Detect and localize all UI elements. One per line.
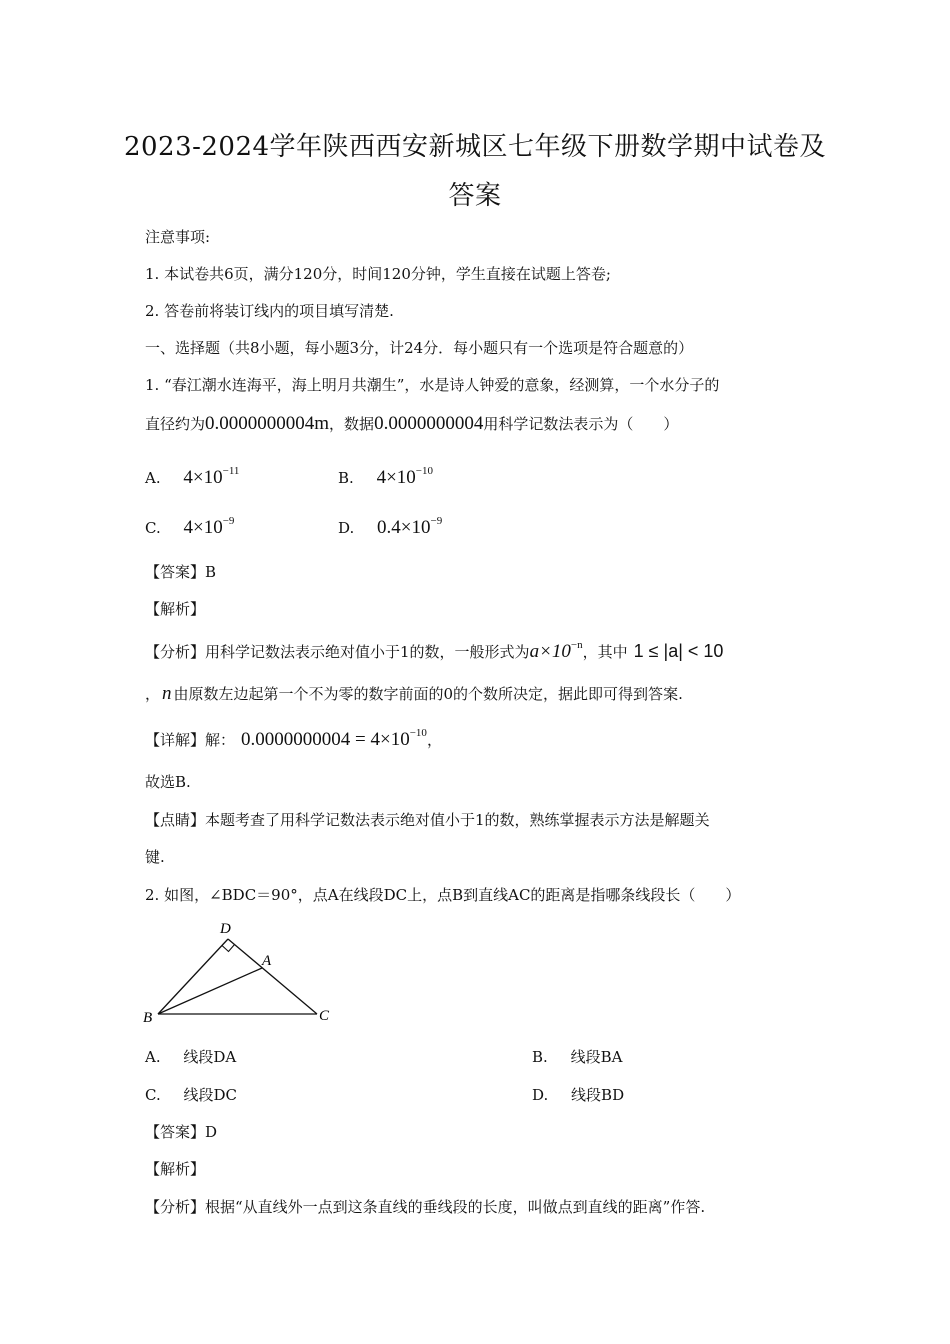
- range-expression: 1 ≤ |a| < 10: [633, 641, 724, 661]
- fenxi-text: 用科学记数法表示绝对值小于1的数，一般形式为: [205, 643, 530, 661]
- q1-dianjing-line1: [145, 809, 710, 830]
- q2-option-b: [532, 1046, 622, 1067]
- q1-analysis-tag: 【解析】: [145, 600, 206, 618]
- q1-option-a: [145, 465, 239, 489]
- option-value: 线段DA: [183, 1048, 237, 1066]
- option-letter: A.: [145, 469, 161, 487]
- section-heading: 一、选择题（共8小题，每小题3分，计24分．每小题只有一个选项是符合题意的）: [145, 339, 694, 357]
- dianjing-text: 本题考查了用科学记数法表示绝对值小于1的数，熟练掌握表示方法是解题关: [205, 811, 710, 829]
- dianjing-tag: 【点睛】: [145, 811, 206, 829]
- q1-option-c: [145, 515, 234, 539]
- q1-fenxi-line2: [145, 683, 683, 705]
- q1-conclusion: 故选B.: [145, 773, 191, 791]
- q2-fenxi: [145, 1196, 705, 1217]
- notice-item-1: 1. 本试卷共6页，满分120分，时间120分钟，学生直接在试题上答卷;: [145, 265, 611, 283]
- label-d: D: [220, 921, 231, 937]
- segment-ba: [158, 968, 262, 1014]
- q1-dianjing-line2: 键.: [145, 848, 165, 866]
- q1-xiangjie: [145, 727, 442, 751]
- option-letter: A.: [145, 1048, 161, 1066]
- option-value: $4\times 10^{-11}$: [183, 465, 240, 488]
- q2-stem: 2. 如图，∠BDC＝90°，点A在线段DC上，点B到直线AC的距离是指哪条线段长（ ）: [145, 886, 741, 904]
- solution-equation: $0.0000000004 = 4\times 10^{-10}$: [241, 727, 427, 750]
- q2-answer: [145, 1121, 217, 1142]
- q1-stem-line2: [145, 413, 678, 435]
- q2-option-a: [145, 1046, 236, 1067]
- fenxi-tag: 【分析】: [145, 1198, 206, 1216]
- document-title-line1: 2023-2024学年陕西西安新城区七年级下册数学期中试卷及: [123, 132, 827, 162]
- document-title-line2: 答案: [448, 181, 502, 211]
- segment-bd: [158, 939, 228, 1014]
- option-value: 线段DC: [183, 1086, 238, 1104]
- q1-value-1: 0.0000000004m: [205, 413, 330, 434]
- label-c: C: [319, 1008, 330, 1024]
- answer-value: D: [205, 1123, 218, 1141]
- n-variable: n: [162, 683, 172, 704]
- option-value: $4\times 10^{-9}$: [183, 515, 235, 538]
- q1-stem-line1: 1. “春江潮水连海平，海上明月共潮生”，水是诗人钟爱的意象，经测算，一个水分子的: [145, 376, 720, 394]
- option-letter: C.: [145, 1086, 161, 1104]
- label-a: A: [262, 953, 272, 969]
- option-letter: D.: [338, 519, 355, 537]
- option-letter: B.: [532, 1048, 548, 1066]
- fenxi-tag: 【分析】: [145, 643, 206, 661]
- label-b: B: [143, 1010, 153, 1026]
- q1-value-2: 0.0000000004: [374, 413, 484, 434]
- q1-fenxi-line1: [145, 639, 723, 663]
- q1-option-b: [338, 465, 433, 489]
- q1-stem-text-b: ，数据: [329, 415, 375, 433]
- option-value: $4\times 10^{-10}$: [376, 465, 434, 488]
- notice-heading: 注意事项:: [145, 228, 211, 246]
- fenxi-text-3: 由原数左边起第一个不为零的数字前面的0的个数所决定，据此即可得到答案.: [173, 685, 683, 703]
- q2-analysis-tag: 【解析】: [145, 1160, 206, 1178]
- option-letter: B.: [338, 469, 354, 487]
- xiangjie-tag: 【详解】: [145, 731, 206, 749]
- q2-triangle-figure: [140, 918, 340, 1028]
- option-value: 线段BD: [571, 1086, 625, 1104]
- answer-tag: 【答案】: [145, 563, 206, 581]
- answer-tag: 【答案】: [145, 1123, 206, 1141]
- option-letter: D.: [532, 1086, 549, 1104]
- q1-stem-text-a: 直径约为: [145, 415, 206, 433]
- fenxi-text: 根据“从直线外一点到这条直线的垂线段的长度，叫做点到直线的距离”作答.: [205, 1198, 706, 1216]
- notice-item-2: 2. 答卷前将装订线内的项目填写清楚.: [145, 302, 394, 320]
- right-angle-mark: [222, 945, 235, 952]
- q1-answer: [145, 561, 216, 582]
- q2-option-c: [145, 1084, 237, 1105]
- comma: ，: [426, 731, 442, 749]
- fenxi-text-2: ，其中: [582, 643, 628, 661]
- option-value: $0.4\times 10^{-9}$: [377, 515, 443, 538]
- xiangjie-text: 解：: [205, 731, 236, 749]
- option-letter: C.: [145, 519, 161, 537]
- answer-value: B: [205, 563, 217, 581]
- option-value: 线段BA: [570, 1048, 623, 1066]
- q1-stem-text-c: 用科学记数法表示为（ ）: [483, 415, 679, 433]
- comma: ，: [145, 685, 161, 703]
- q1-option-d: [338, 515, 442, 539]
- q2-option-d: [532, 1084, 624, 1105]
- general-form: $a\times 10^{-n}$: [529, 639, 583, 662]
